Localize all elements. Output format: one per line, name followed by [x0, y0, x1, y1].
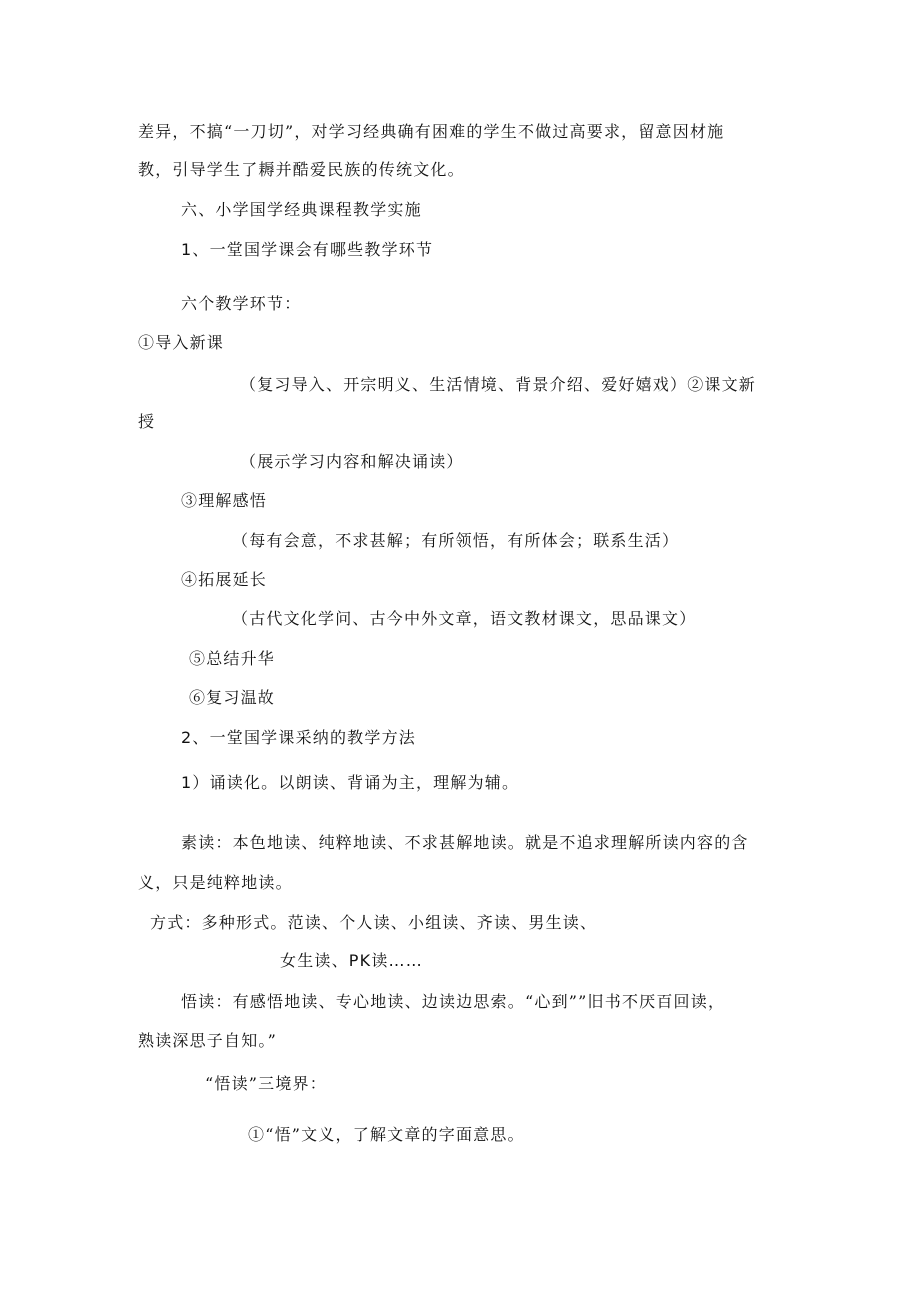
paragraph-line-1: 差异，不搞“一刀切”，对学习经典确有困难的学生不做过高要求，留意因材施: [138, 122, 725, 141]
list-item-2-detail: （展示学习内容和解决诵读）: [240, 452, 464, 471]
list-item-2-continuation: 授: [138, 412, 156, 431]
list-item-1: ①导入新课: [138, 333, 225, 352]
plain-reading-line-2: 义，只是纯粹地读。: [138, 873, 293, 892]
reading-forms-line-1: 方式：多种形式。范读、个人读、小组读、齐读、男生读、: [150, 913, 598, 932]
section-heading: 六、小学国学经典课程教学实施: [181, 200, 422, 219]
list-item-6: ⑥复习温故: [189, 688, 276, 707]
insight-reading-line-1: 悟读：有感悟地读、专心地读、边读边思索。“心到””旧书不厌百回读，: [181, 992, 726, 1011]
list-item-5: ⑤总结升华: [189, 649, 276, 668]
paragraph-line-2: 教，引导学生了耨并酷爱民族的传统文化。: [138, 160, 465, 179]
subsection-heading-2: 2、一堂国学课采纳的教学方法: [181, 728, 416, 747]
list-item-3: ③理解感悟: [181, 491, 268, 510]
reading-forms-line-2: 女生读、PK读……: [280, 951, 423, 970]
list-item-1-detail: （复习导入、开宗明义、生活情境、背景介绍、爱好嬉戏）②课文新: [240, 375, 757, 394]
insight-reading-line-2: 熟读深思子自知。”: [138, 1031, 277, 1050]
method-1: 1）诵读化。以朗读、背诵为主，理解为辅。: [181, 773, 520, 792]
plain-reading-line-1: 素读：本色地读、纯粹地读、不求甚解地读。就是不追求理解所读内容的含: [181, 833, 749, 852]
insight-realm-1: ①“悟”文义，了解文章的字面意思。: [248, 1125, 525, 1144]
list-item-4-detail: （古代文化学问、古今中外文章，语文教材课文，思品课文）: [232, 609, 697, 628]
list-intro: 六个教学环节：: [181, 294, 302, 313]
insight-realms-heading: “悟读”三境界：: [205, 1074, 327, 1093]
subsection-heading-1: 1、一堂国学课会有哪些教学环节: [181, 240, 434, 259]
list-item-4: ④拓展延长: [181, 570, 268, 589]
list-item-3-detail: （每有会意，不求甚解；有所领悟，有所体会；联系生活）: [232, 531, 680, 550]
